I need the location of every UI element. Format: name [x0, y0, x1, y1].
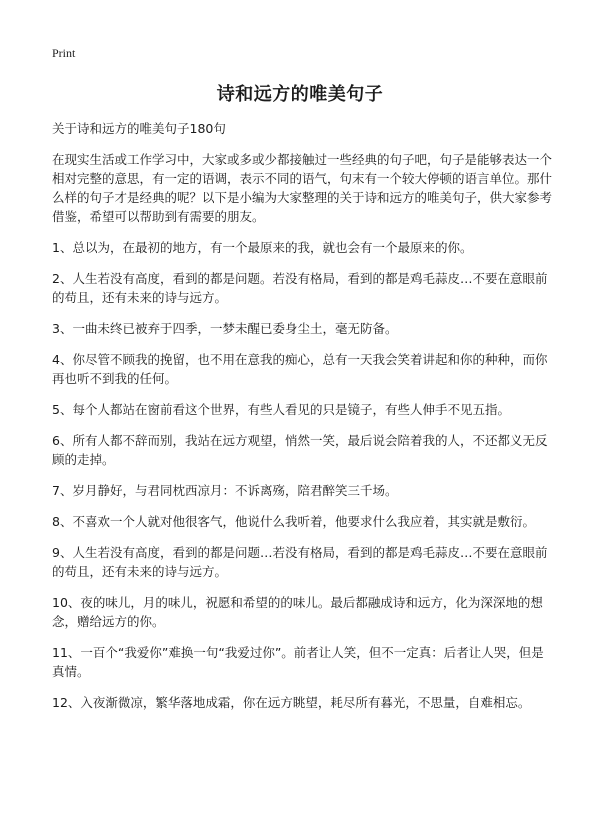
subtitle: 关于诗和远方的唯美句子180句 [52, 121, 226, 136]
list-item: 4、你尽管不顾我的挽留，也不用在意我的痴心，总有一天我会笑着讲起和你的种种，而你再也听不到我的任何。 [52, 352, 548, 386]
intro-paragraph: 在现实生活或工作学习中，大家或多或少都接触过一些经典的句子吧，句子是能够表达一个相对完整的意思，有一定的语调，表示不同的语气，句末有一个较大停顿的语言单位。那什么样的句子才是经典的呢？以下是小编为大家整理的关于诗和远方的唯美句子，供大家参考借鉴，希望可以帮助到有需要的朋友。 [52, 152, 553, 224]
list-item: 10、夜的味儿，月的味儿，祝愿和希望的的味儿。最后都融成诗和远方，化为深深地的想念，赠给远方的你。 [52, 595, 543, 629]
list-item: 2、人生若没有高度，看到的都是问题。若没有格局，看到的都是鸡毛蒜皮…不要在意眼前的苟且，还有未来的诗与远方。 [52, 271, 548, 305]
list-item: 11、一百个“我爱你”难换一句“我爱过你”。前者让人笑，但不一定真：后者让人哭，但是真情。 [52, 645, 544, 679]
list-item: 6、所有人都不辞而别，我站在远方观望，悄然一笑，最后说会陪着我的人，不还都义无反顾的走掉。 [52, 433, 548, 467]
list-item: 12、入夜渐微凉，繁华落地成霜，你在远方眺望，耗尽所有暮光，不思量，自难相忘。 [52, 695, 531, 710]
list-item: 7、岁月静好，与君同枕西凉月：不诉离殇，陪君醉笑三千场。 [52, 483, 398, 498]
print-link[interactable]: Print [52, 46, 76, 60]
sentence-list [52, 238, 556, 712]
article-body [52, 119, 556, 724]
list-item: 9、人生若没有高度，看到的都是问题…若没有格局，看到的都是鸡毛蒜皮…不要在意眼前的苟且，还有未来的诗与远方。 [52, 545, 548, 579]
page-title: 诗和远方的唯美句子 [216, 84, 384, 105]
list-item: 3、一曲未终已被弃于四季，一梦未醒已委身尘土，毫无防备。 [52, 321, 398, 336]
list-item: 1、总以为，在最初的地方，有一个最原来的我，就也会有一个最原来的你。 [52, 240, 473, 255]
list-item: 5、每个人都站在窗前看这个世界，有些人看见的只是镜子，有些人伸手不见五指。 [52, 402, 510, 417]
list-item: 8、不喜欢一个人就对他很客气，他说什么我听着，他要求什么我应着，其实就是敷衍。 [52, 514, 535, 529]
